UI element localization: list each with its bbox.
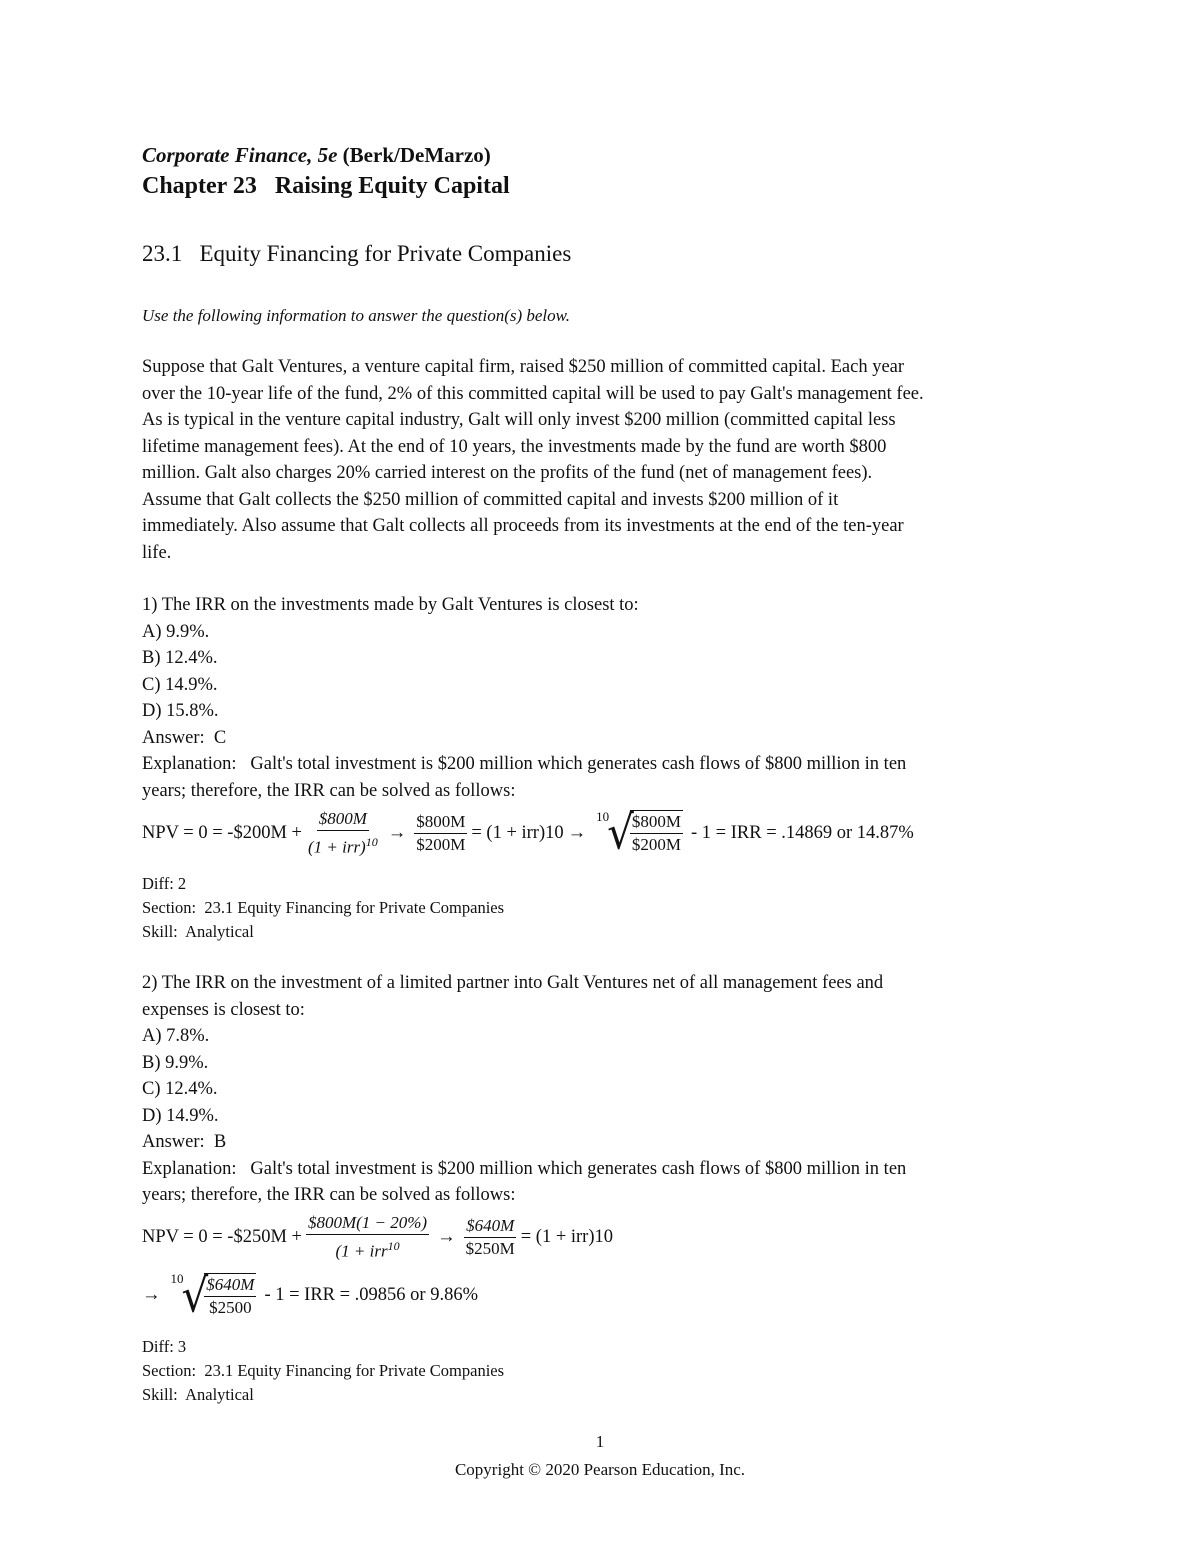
option-b: B) 9.9%.	[142, 1052, 209, 1073]
book-title-text: Corporate Finance, 5e	[142, 143, 338, 167]
irr-formula	[142, 1209, 1062, 1267]
radical	[596, 805, 687, 860]
option-d: D) 14.9%.	[142, 1105, 219, 1126]
fraction	[306, 808, 380, 859]
radical-sign-icon: √	[181, 1268, 209, 1322]
question-meta	[142, 1335, 1062, 1407]
question-meta	[142, 872, 1062, 944]
book-authors: (Berk/DeMarzo)	[342, 143, 491, 167]
book-title	[142, 140, 1062, 170]
fraction	[306, 1212, 429, 1263]
irr-formula	[142, 804, 1062, 862]
exponent: 10	[387, 1239, 400, 1254]
intro-line: Assume that Galt collects the $250 million of committed capital and invests $200 million of it	[142, 489, 839, 510]
exponent: 10	[365, 834, 378, 849]
fraction-numerator: $800M	[414, 811, 467, 834]
fraction-numerator: $640M	[204, 1274, 256, 1297]
fraction	[630, 810, 683, 856]
fraction-denominator: $250M	[465, 1239, 515, 1258]
fraction-denominator	[306, 831, 380, 859]
fraction	[464, 1215, 517, 1260]
fraction-denominator: $2500	[209, 1297, 252, 1317]
root-index: 10	[596, 808, 610, 824]
option-a: A) 7.8%.	[142, 1026, 210, 1046]
document-page	[142, 140, 1062, 1407]
option-d: D) 15.8%.	[142, 701, 219, 721]
intro-line: immediately. Also assume that Galt collects all proceeds from its investments at the end of the ten-year	[142, 516, 904, 536]
intro-line: lifetime management fees). At the end of 10 years, the investments made by the fund are worth $800	[142, 436, 887, 457]
radical	[170, 1268, 261, 1322]
intro-line: As is typical in the venture capital industry, Galt will only invest $200 million (committed capital less	[142, 410, 896, 430]
explanation-line: Explanation: Galt's total investment is $200 million which generates cash flows of $800 million in ten	[142, 1158, 907, 1179]
formula-lhs: NPV = 0 = -$250M +	[142, 1227, 302, 1248]
fraction-denominator: $200M	[416, 834, 466, 854]
fraction-denominator	[333, 1235, 401, 1263]
explanation-line: Explanation: Galt's total investment is $200 million which generates cash flows of $800 million in ten	[142, 754, 907, 774]
intro-line: life.	[142, 542, 172, 563]
fraction-numerator: $640M	[464, 1215, 516, 1238]
option-a: A) 9.9%.	[142, 621, 210, 642]
fraction-numerator: $800M(1 − 20%)	[306, 1212, 429, 1235]
page-number: 1	[595, 1432, 605, 1451]
option-c: C) 12.4%.	[142, 1079, 218, 1099]
copyright-notice: Copyright © 2020 Pearson Education, Inc.	[454, 1460, 746, 1479]
question-stem: expenses is closest to:	[142, 999, 305, 1020]
question-stem: 2) The IRR on the investment of a limited partner into Galt Ventures net of all management fees and	[142, 973, 884, 993]
intro-line: Suppose that Galt Ventures, a venture capital firm, raised $250 million of committed capital. Each year	[142, 357, 905, 377]
formula-mid: = (1 + irr)10	[520, 1227, 613, 1248]
difficulty: Diff: 3	[142, 1336, 187, 1356]
fraction	[414, 811, 467, 856]
option-b: B) 12.4%.	[142, 648, 218, 668]
explanation-line: years; therefore, the IRR can be solved as follows:	[142, 780, 516, 801]
fraction-numerator: $800M	[317, 808, 369, 831]
question-stem: 1) The IRR on the investments made by Galt Ventures is closest to:	[142, 595, 639, 615]
intro-paragraph	[142, 354, 1062, 566]
arrow-icon: →	[142, 1285, 161, 1306]
question-1	[142, 592, 1062, 944]
denominator-base: (1 + irr)	[307, 837, 366, 857]
skill-label: Skill: Analytical	[142, 922, 254, 941]
irr-formula-continued	[142, 1267, 1062, 1325]
section-label: Section: 23.1 Equity Financing for Private Companies	[142, 898, 505, 917]
question-2	[142, 970, 1062, 1407]
fraction	[204, 1273, 256, 1319]
option-c: C) 14.9%.	[142, 674, 218, 695]
formula-mid: = (1 + irr)10	[471, 822, 564, 843]
intro-line: million. Galt also charges 20% carried interest on the profits of the fund (net of management fees).	[142, 463, 873, 483]
arrow-icon: →	[437, 1227, 456, 1248]
chapter-title: Chapter 23 Raising Equity Capital	[142, 173, 510, 199]
formula-tail: - 1 = IRR = .09856 or 9.86%	[264, 1285, 479, 1306]
skill-label: Skill: Analytical	[142, 1384, 254, 1404]
denominator-base: (1 + irr	[335, 1241, 388, 1261]
arrow-icon: →	[567, 822, 587, 843]
section-label: Section: 23.1 Equity Financing for Private Companies	[142, 1360, 505, 1380]
intro-line: over the 10-year life of the fund, 2% of this committed capital will be used to pay Galt's management fee.	[142, 383, 924, 404]
answer: Answer: C	[142, 727, 227, 748]
formula-tail: - 1 = IRR = .14869 or 14.87%	[691, 822, 914, 843]
root-index: 10	[170, 1271, 184, 1287]
instruction-text: Use the following information to answer the question(s) below.	[142, 306, 570, 325]
explanation-line: years; therefore, the IRR can be solved as follows:	[142, 1185, 516, 1205]
difficulty: Diff: 2	[142, 874, 187, 893]
radical-sign-icon: √	[607, 805, 634, 860]
formula-lhs: NPV = 0 = -$200M +	[142, 822, 302, 843]
section-title: 23.1 Equity Financing for Private Companies	[142, 241, 572, 266]
arrow-icon: →	[387, 822, 407, 843]
answer: Answer: B	[142, 1132, 227, 1152]
fraction-denominator: $200M	[631, 835, 682, 854]
fraction-numerator: $800M	[630, 811, 683, 834]
